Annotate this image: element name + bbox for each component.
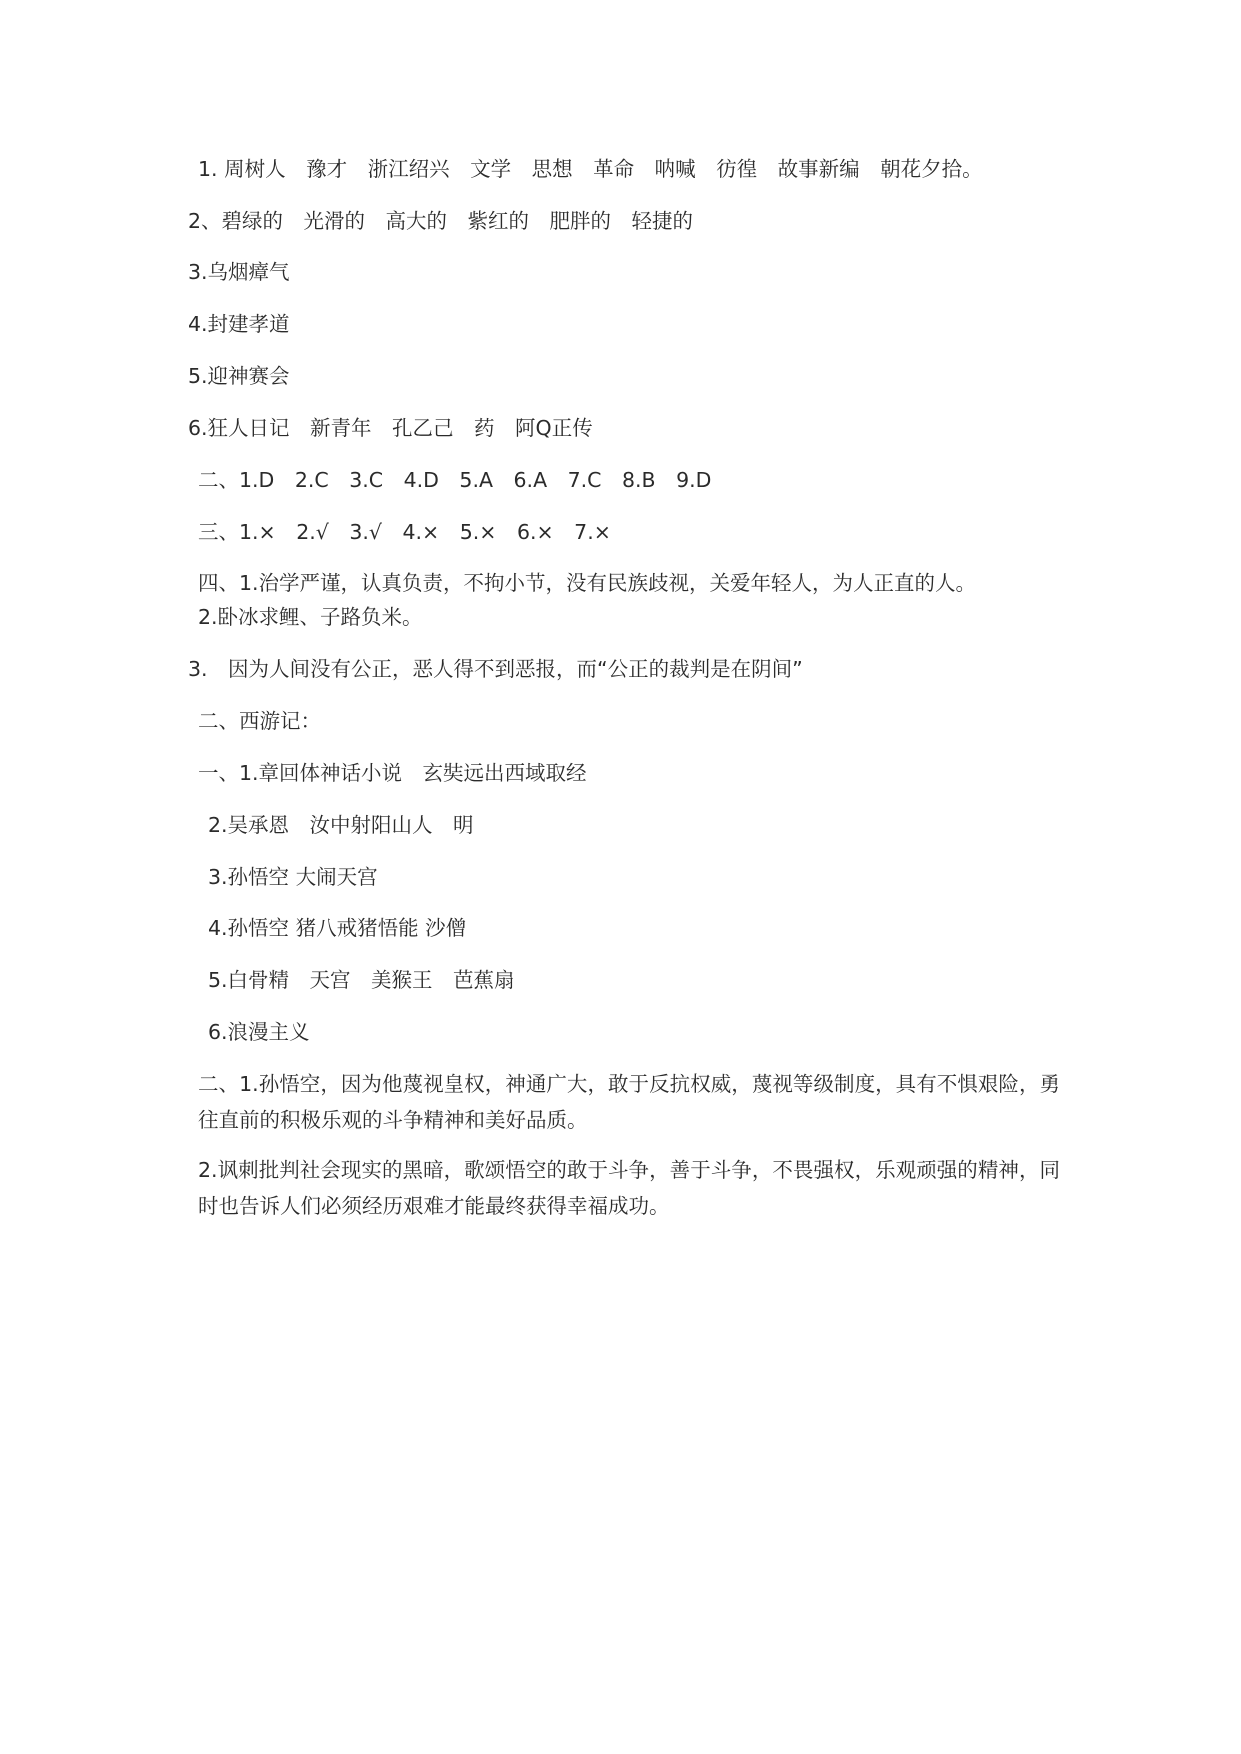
answer-luxun-q3: 3.乌烟瘴气 [188,260,290,284]
answer-xiyouji-part1-q2: 2.吴承恩 汝中射阳山人 明 [208,813,474,837]
answer-luxun-q2: 2、碧绿的 光滑的 高大的 紫红的 肥胖的 轻捷的 [188,209,694,233]
answer-xiyouji-part1-q5: 5.白骨精 天宫 美猴王 芭蕉扇 [208,968,515,992]
answer-xiyouji-part1-q1: 一、1.章回体神话小说 玄奘远出西域取经 [198,761,587,785]
answer-section3-judgments: 三、1.× 2.√ 3.√ 4.× 5.× 6.× 7.× [198,520,611,544]
answer-section4-q3: 3. 因为人间没有公正，恶人得不到恶报，而“公正的裁判是在阴间” [188,657,803,681]
answer-section2-choices: 二、1.D 2.C 3.C 4.D 5.A 6.A 7.C 8.B 9.D [198,468,712,492]
answer-luxun-q1: 1. 周树人 豫才 浙江绍兴 文学 思想 革命 呐喊 彷徨 故事新编 朝花夕拾。 [198,157,983,181]
answer-luxun-q4: 4.封建孝道 [188,312,290,336]
answer-luxun-q5: 5.迎神赛会 [188,364,290,388]
answer-xiyouji-part1-q4: 4.孙悟空 猪八戒猪悟能 沙僧 [208,916,467,940]
answer-xiyouji-part1-q3: 3.孙悟空 大闹天宫 [208,865,378,889]
answer-xiyouji-part1-q6: 6.浪漫主义 [208,1020,310,1044]
section-heading-xiyouji: 二、西游记： [198,709,321,733]
answer-section4-q2: 2.卧冰求鲤、子路负米。 [198,605,423,629]
answer-luxun-q6: 6.狂人日记 新青年 孔乙己 药 阿Q正传 [188,416,593,440]
answer-xiyouji-part2-q1: 二、1.孙悟空，因为他蔑视皇权，神通广大，敢于反抗权威，蔑视等级制度，具有不惧艰险，勇往直前的积极乐观的斗争精神和美好品质。 [198,1072,1060,1132]
answer-xiyouji-part2-q2: 2.讽刺批判社会现实的黑暗，歌颂悟空的敢于斗争，善于斗争，不畏强权，乐观顽强的精神，同时也告诉人们必须经历艰难才能最终获得幸福成功。 [198,1158,1060,1218]
answer-section4-q1: 四、1.治学严谨，认真负责，不拘小节，没有民族歧视，关爱年轻人，为人正直的人。 [198,571,977,595]
